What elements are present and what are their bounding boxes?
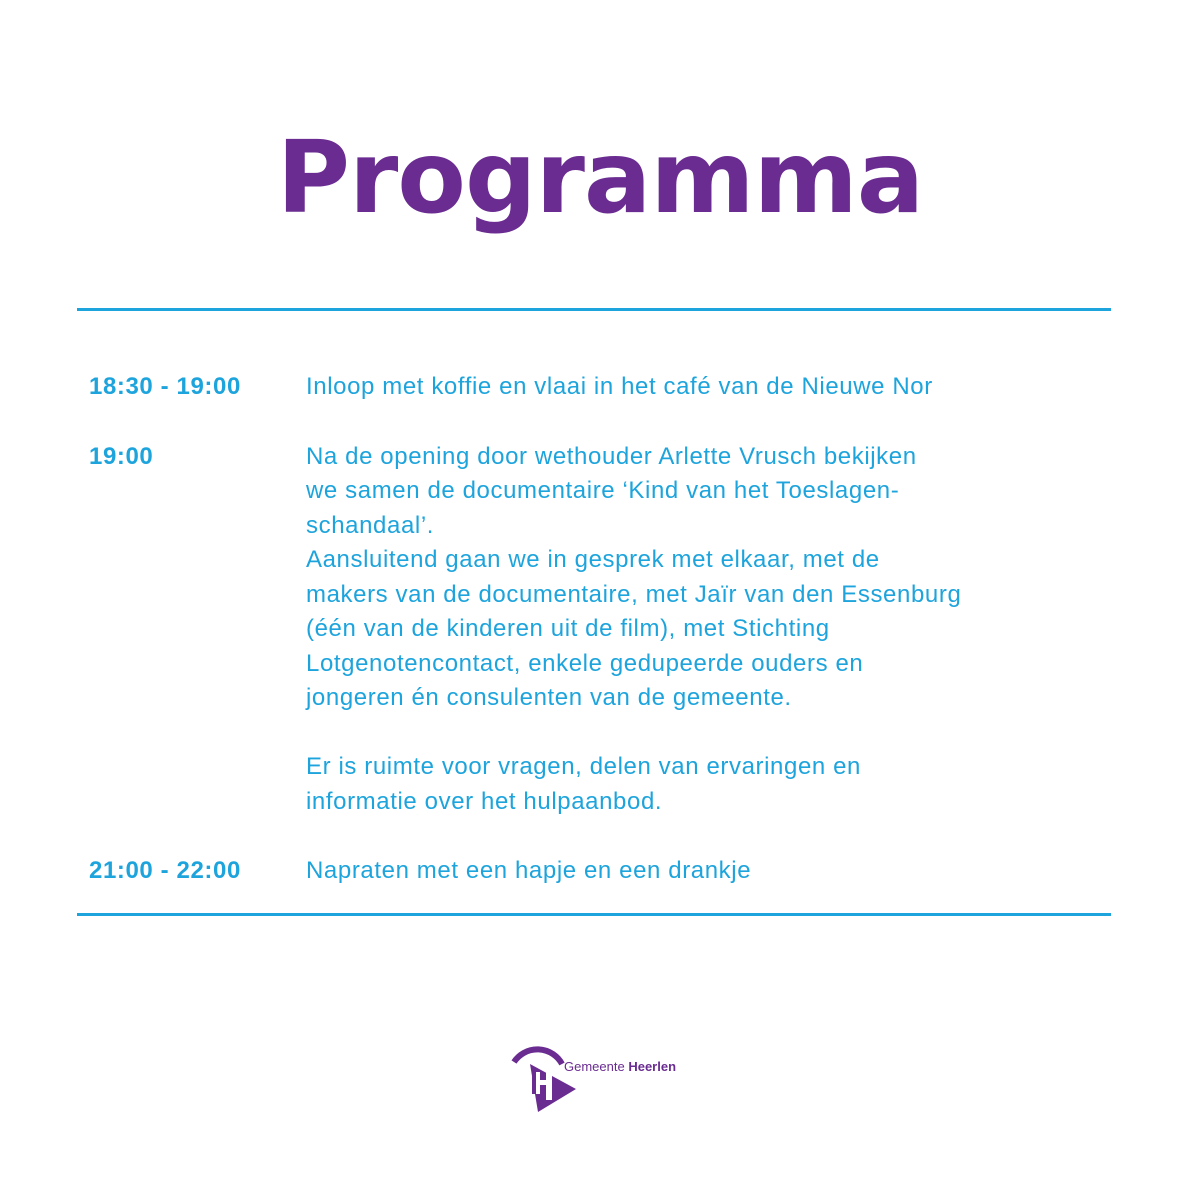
schedule-paragraph: Inloop met koffie en vlaai in het café van de Nieuwe Nor [306,373,933,400]
schedule-time: 21:00 - 22:00 [89,857,241,884]
schedule-description [306,440,1089,820]
schedule-row-closing [89,854,1089,889]
schedule-paragraph: Na de opening door wethouder Arlette Vrusch bekijken we samen de documentaire ‘Kind van het Toeslagen- schandaal’. Aansluitend gaan we in gesprek met elkaar, met de makers van de documentaire, met Jaïr van den Essenburg (één van de kinderen uit de film), met Stichting Lotgenotencontact, enkele gedupeerde ouders en jongeren én consulenten van de gemeente. [306,442,962,711]
schedule-row-main-program [89,440,1089,820]
logo-org-prefix: Gemeente [564,1059,625,1074]
page-title: Programma [276,119,924,236]
schedule-time: 18:30 - 19:00 [89,373,241,400]
top-divider [77,308,1111,311]
schedule-description [306,854,1089,889]
schedule-paragraph: Napraten met een hapje en een drankje [306,857,752,884]
logo-text [564,1059,676,1074]
schedule-description [306,370,1089,405]
schedule-paragraph: Er is ruimte voor vragen, delen van ervaringen en informatie over het hulpaanbod. [306,753,862,815]
schedule [89,370,1089,889]
bottom-divider [77,913,1111,916]
logo-org-name: Heerlen [628,1059,677,1074]
gemeente-heerlen-logo-icon [510,1042,582,1114]
gemeente-heerlen-logo [510,1042,690,1114]
schedule-row-arrival [89,370,1089,405]
schedule-time: 19:00 [89,442,154,470]
